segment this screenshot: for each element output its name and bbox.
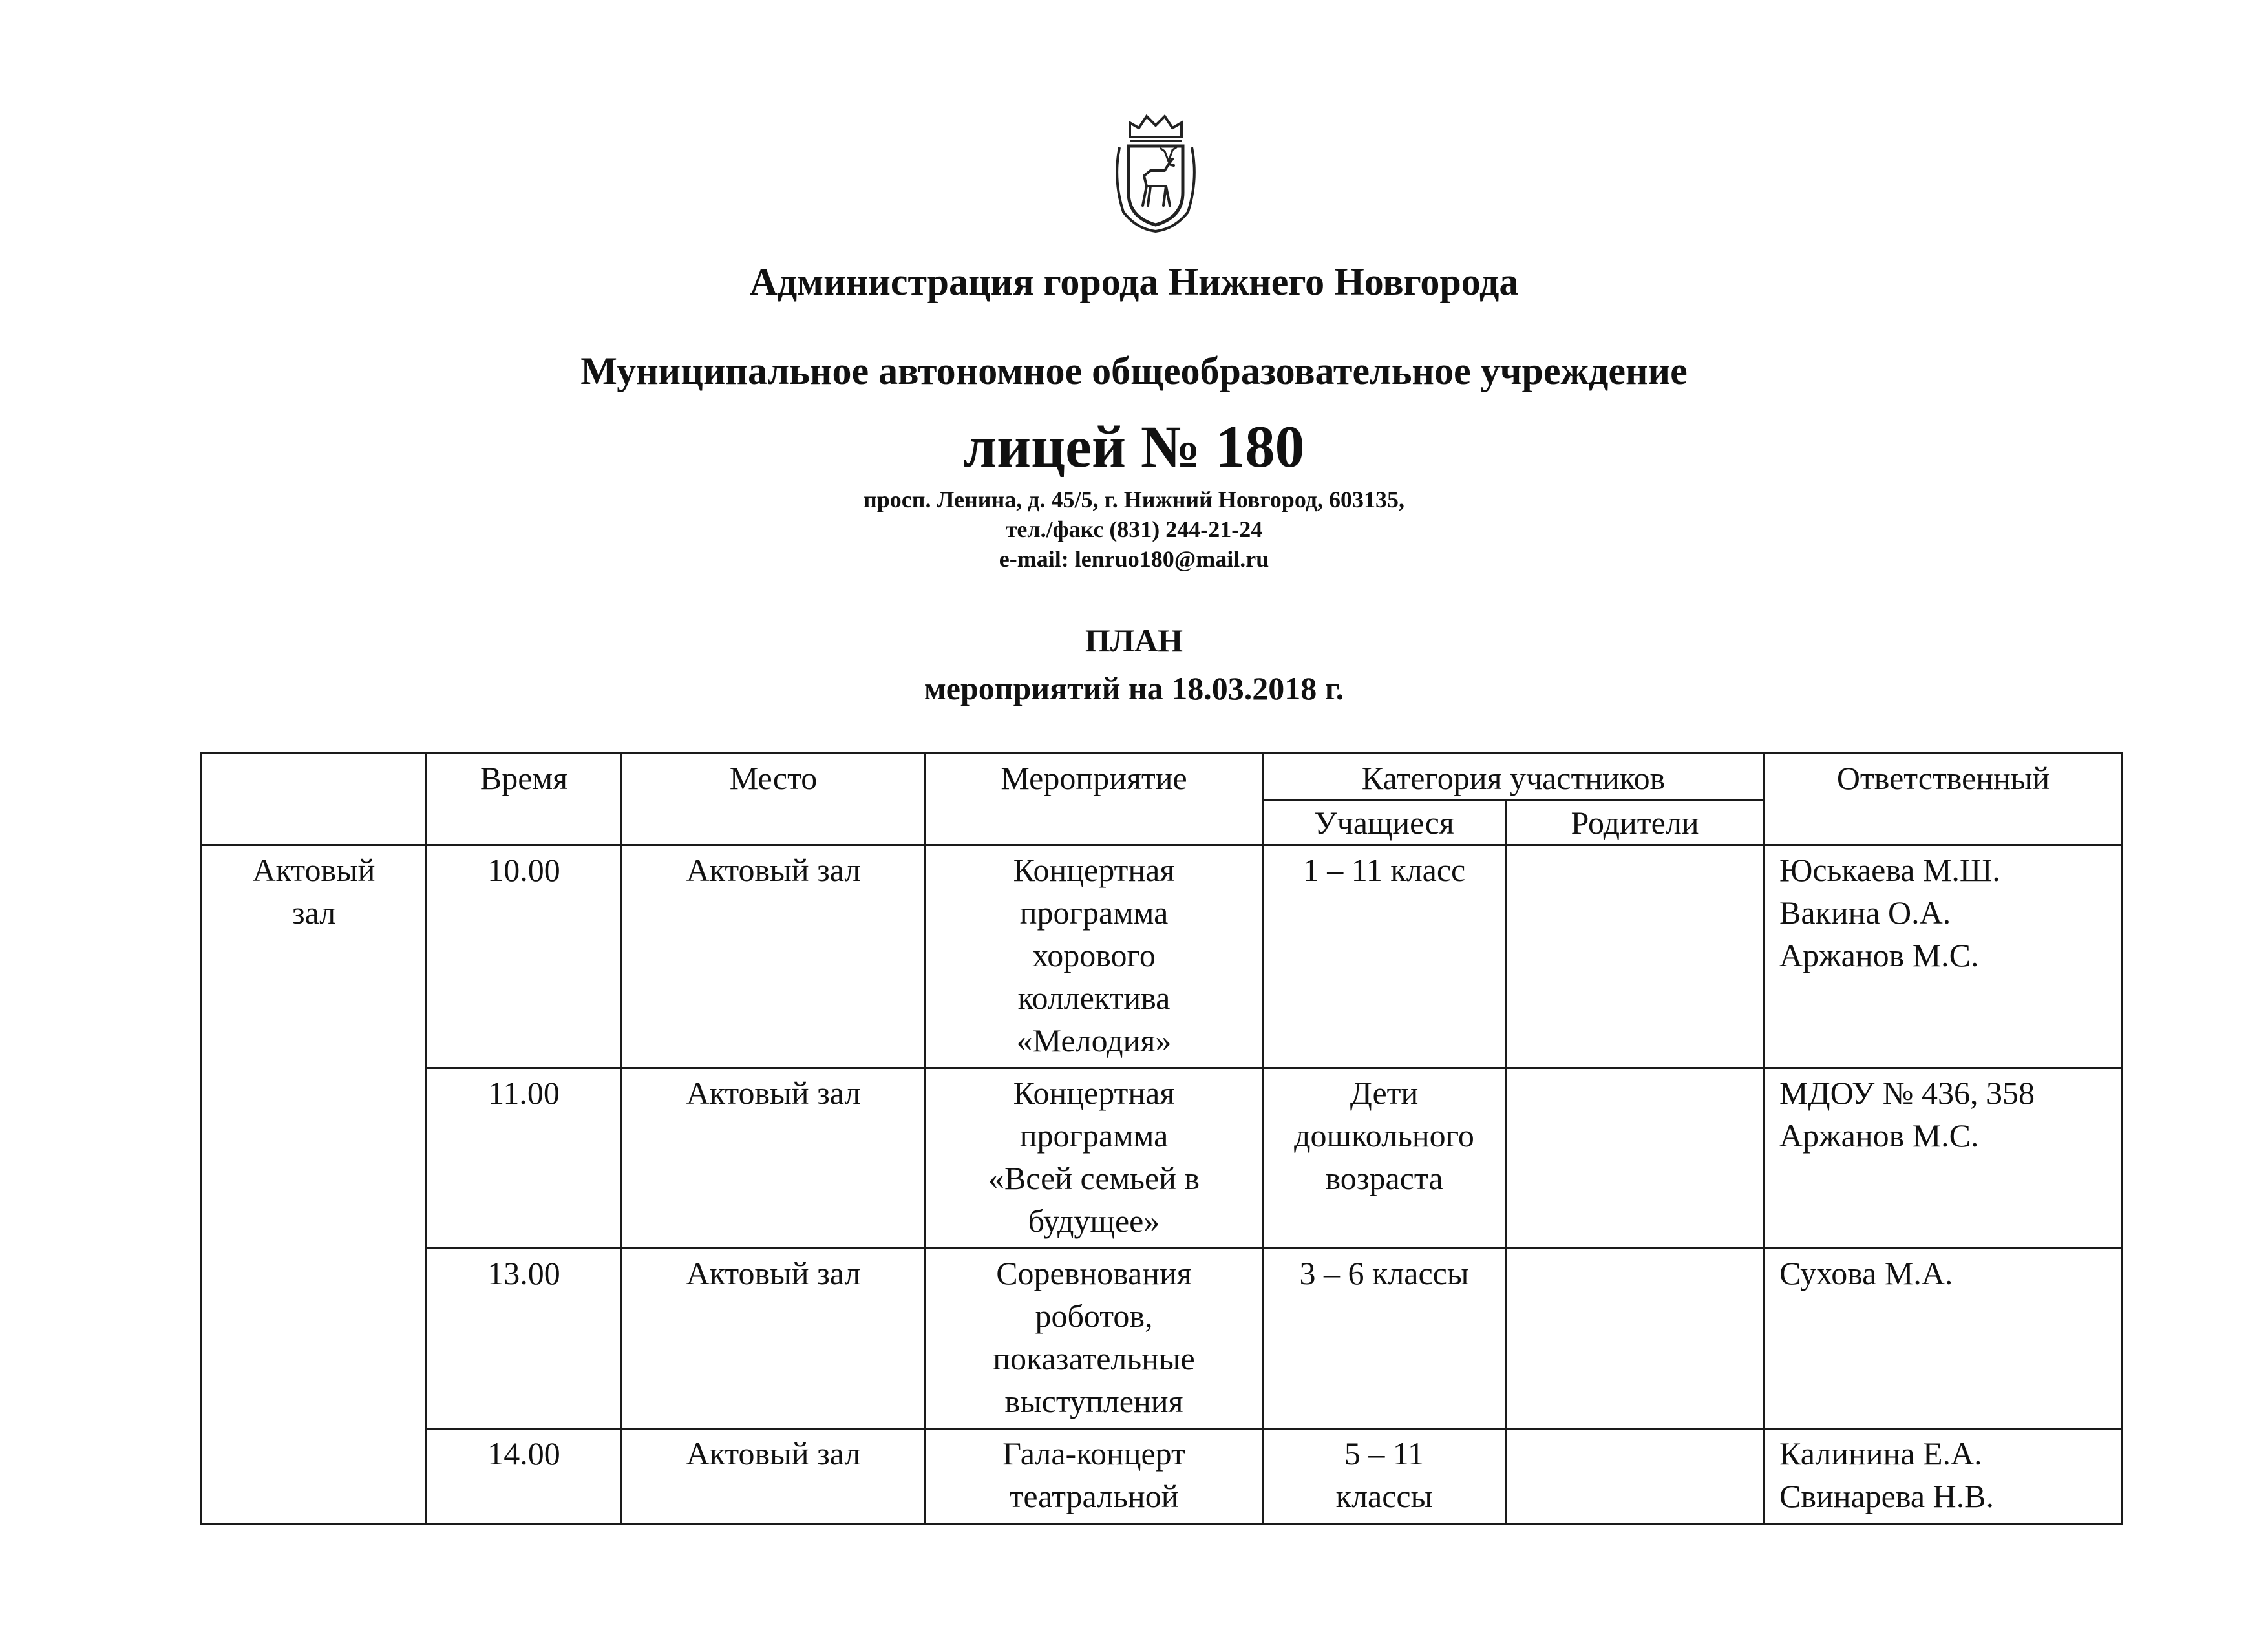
place-cell: Актовый зал xyxy=(622,1068,926,1249)
administration-title: Администрация города Нижнего Новгорода xyxy=(749,260,1519,303)
lyceum-title: лицей № 180 xyxy=(963,414,1305,480)
plan-subtitle: мероприятий на 18.03.2018 г. xyxy=(924,670,1344,706)
header-cell-time: Время xyxy=(427,754,622,845)
place-cell: Актовый зал xyxy=(622,845,926,1068)
responsible-cell: Калинина Е.А. Свинарева Н.В. xyxy=(1765,1429,2123,1524)
header-cell-blank xyxy=(202,754,427,845)
table-header-row xyxy=(202,754,2123,801)
students-cell: 5 – 11 классы xyxy=(1263,1429,1506,1524)
responsible-cell: МДОУ № 436, 358 Аржанов М.С. xyxy=(1765,1068,2123,1249)
event-cell: Концертная программа хорового коллектива «Мелодия» xyxy=(926,845,1263,1068)
phone-line: тел./факс (831) 244-21-24 xyxy=(1005,516,1263,542)
header-cell-responsible: Ответственный xyxy=(1765,754,2123,845)
table-row xyxy=(202,1068,2123,1249)
time-cell: 14.00 xyxy=(427,1429,622,1524)
header-cell-event: Мероприятие xyxy=(926,754,1263,845)
table-row xyxy=(202,1429,2123,1524)
header-cell-students: Учащиеся xyxy=(1263,801,1506,845)
parents-cell xyxy=(1506,845,1765,1068)
nizhny-novgorod-coat-of-arms-icon xyxy=(1110,109,1201,235)
time-cell: 11.00 xyxy=(427,1068,622,1249)
parents-cell xyxy=(1506,1429,1765,1524)
table-row xyxy=(202,845,2123,1068)
students-cell: 3 – 6 классы xyxy=(1263,1249,1506,1429)
event-cell: Гала-концерт театральной xyxy=(926,1429,1263,1524)
email-line: e-mail: lenruo180@mail.ru xyxy=(999,546,1269,572)
header-cell-place: Место xyxy=(622,754,926,845)
header-cell-category: Категория участников xyxy=(1263,754,1765,801)
place-cell: Актовый зал xyxy=(622,1429,926,1524)
students-cell: 1 – 11 класс xyxy=(1263,845,1506,1068)
event-cell: Соревнования роботов, показательные выступления xyxy=(926,1249,1263,1429)
parents-cell xyxy=(1506,1068,1765,1249)
group-label-cell: Актовый зал xyxy=(202,845,427,1524)
students-cell: Дети дошкольного возраста xyxy=(1263,1068,1506,1249)
address-line: просп. Ленина, д. 45/5, г. Нижний Новгород, 603135, xyxy=(863,487,1405,512)
responsible-cell: Сухова М.А. xyxy=(1765,1249,2123,1429)
place-cell: Актовый зал xyxy=(622,1249,926,1429)
event-cell: Концертная программа «Всей семьей в будущее» xyxy=(926,1068,1263,1249)
table-row xyxy=(202,1249,2123,1429)
time-cell: 13.00 xyxy=(427,1249,622,1429)
institution-title: Муниципальное автономное общеобразовательное учреждение xyxy=(580,350,1688,392)
header-cell-parents: Родители xyxy=(1506,801,1765,845)
time-cell: 10.00 xyxy=(427,845,622,1068)
parents-cell xyxy=(1506,1249,1765,1429)
responsible-cell: Юськаева М.Ш. Вакина О.А. Аржанов М.С. xyxy=(1765,845,2123,1068)
plan-title: ПЛАН xyxy=(1085,622,1183,659)
events-table xyxy=(200,752,2123,1525)
